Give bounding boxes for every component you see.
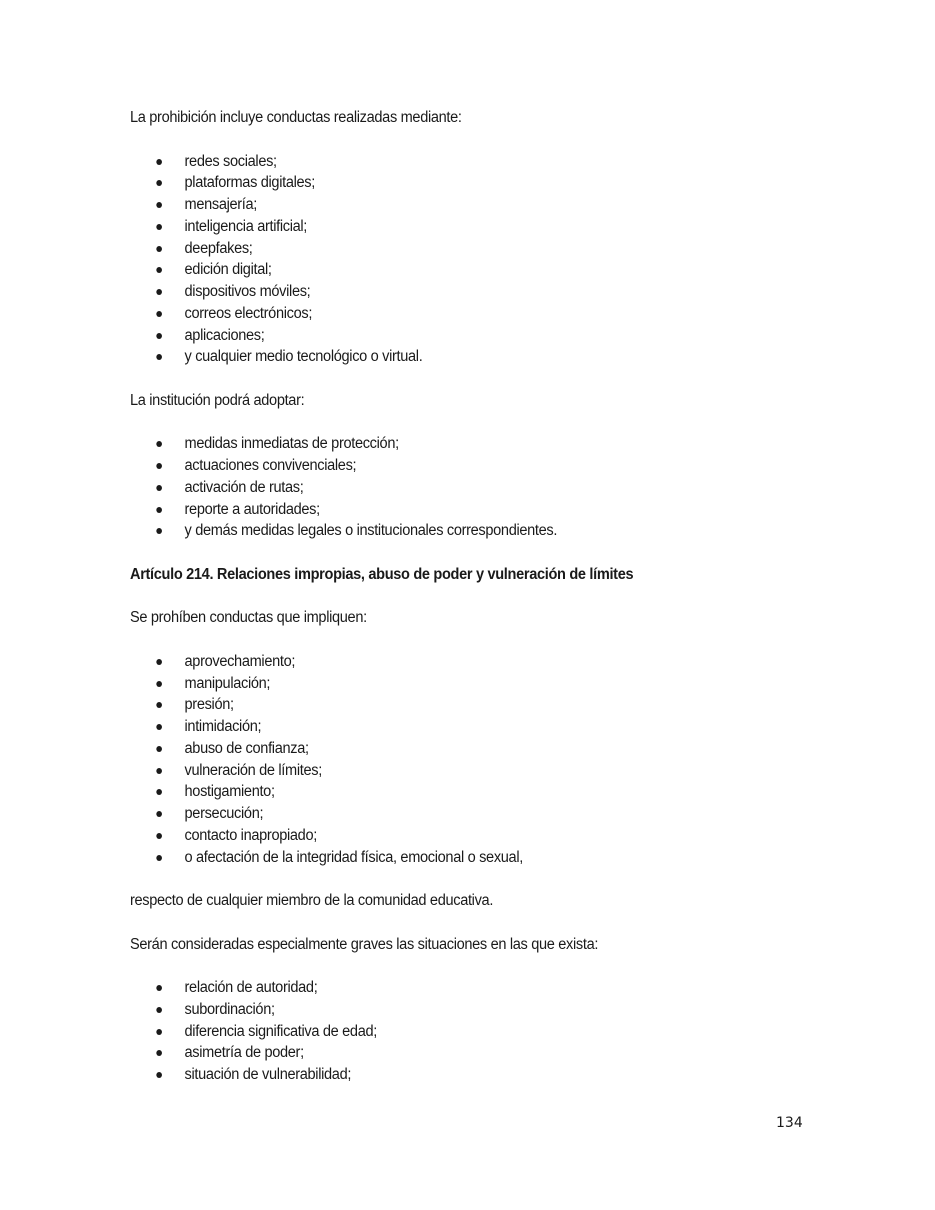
list-item-text: reporte a autoridades; — [184, 500, 320, 518]
list-item-text: activación de rutas; — [184, 478, 304, 496]
document-body — [130, 107, 769, 1108]
aggravating-paragraph: Serán consideradas especialmente graves las situaciones en las que exista: — [130, 935, 599, 953]
list-item — [130, 346, 769, 368]
list-item — [130, 238, 769, 260]
prohibited-conduct-paragraph: Se prohíben conductas que impliquen: — [130, 609, 367, 627]
list-item-text: contacto inapropiado; — [184, 826, 317, 844]
list-item — [130, 694, 769, 716]
list-item-text: diferencia significativa de edad; — [184, 1022, 377, 1040]
list-item-text: mensajería; — [184, 196, 258, 213]
bullet-icon — [156, 485, 162, 491]
bullet-icon — [156, 1072, 162, 1078]
list-item — [130, 455, 769, 477]
bullet-icon — [156, 833, 162, 839]
list-item — [130, 738, 769, 760]
list-item-text: vulneración de límites; — [184, 761, 322, 779]
list-item-text: correos electrónicos; — [184, 304, 313, 322]
list-item-text: y cualquier medio tecnológico o virtual. — [184, 348, 423, 366]
list-item-text: subordinación; — [184, 1000, 275, 1018]
list-item — [130, 499, 769, 521]
scope-paragraph: respecto de cualquier miembro de la comunidad educativa. — [130, 892, 494, 909]
bullet-icon — [156, 1050, 162, 1056]
bullet-icon — [156, 985, 162, 991]
intro-paragraph: La prohibición incluye conductas realizadas mediante: — [130, 109, 462, 126]
list-item — [130, 520, 769, 542]
bullet-icon — [156, 159, 162, 165]
list-item-text: intimidación; — [184, 718, 262, 735]
list-item-text: o afectación de la integridad física, emocional o sexual, — [184, 848, 523, 866]
bullet-icon — [156, 333, 162, 339]
bullet-icon — [156, 311, 162, 317]
list-item-text: relación de autoridad; — [184, 979, 318, 996]
bullet-icon — [156, 724, 162, 730]
bullet-icon — [156, 441, 162, 447]
list-item — [130, 651, 769, 673]
bullet-icon — [156, 180, 162, 186]
bullet-icon — [156, 246, 162, 252]
list-item — [130, 303, 769, 325]
list-item — [130, 1064, 769, 1086]
article-heading: Artículo 214. Relaciones impropias, abuso de poder y vulneración de límites — [130, 565, 634, 583]
list-item — [130, 760, 769, 782]
bullet-icon — [156, 811, 162, 817]
bullet-icon — [156, 267, 162, 273]
bullet-icon — [156, 855, 162, 861]
list-item — [130, 1021, 769, 1043]
bullet-icon — [156, 1007, 162, 1013]
list-item-text: plataformas digitales; — [184, 174, 315, 192]
list-item-text: situación de vulnerabilidad; — [184, 1066, 352, 1083]
list-item-text: aprovechamiento; — [184, 652, 296, 670]
list-item-text: medidas inmediatas de protección; — [184, 435, 399, 453]
institution-measures-list — [130, 433, 769, 542]
page-number: 134 — [776, 1115, 803, 1131]
bullet-icon — [156, 289, 162, 295]
list-item-text: manipulación; — [184, 674, 271, 692]
list-item-text: persecución; — [184, 805, 264, 822]
list-item — [130, 477, 769, 499]
list-item-text: y demás medidas legales o institucionales correspondientes. — [184, 522, 558, 540]
list-item-text: hostigamiento; — [184, 783, 275, 801]
bullet-icon — [156, 702, 162, 708]
list-item — [130, 803, 769, 825]
bullet-icon — [156, 789, 162, 795]
bullet-icon — [156, 746, 162, 752]
bullet-icon — [156, 768, 162, 774]
list-item-text: inteligencia artificial; — [184, 217, 308, 235]
list-item-text: asimetría de poder; — [184, 1044, 304, 1062]
list-item — [130, 999, 769, 1021]
list-item-text: edición digital; — [184, 261, 272, 279]
measures-paragraph: La institución podrá adoptar: — [130, 391, 305, 409]
list-item-text: abuso de confianza; — [184, 739, 309, 757]
list-item-text: presión; — [184, 696, 234, 714]
bullet-icon — [156, 354, 162, 360]
bullet-icon — [156, 528, 162, 534]
list-item — [130, 281, 769, 303]
list-item — [130, 825, 769, 847]
list-item-text: deepfakes; — [184, 239, 253, 257]
aggravating-situations-list — [130, 977, 769, 1086]
bullet-icon — [156, 681, 162, 687]
list-item — [130, 1042, 769, 1064]
bullet-icon — [156, 202, 162, 208]
prohibited-conduct-list — [130, 651, 769, 869]
list-item — [130, 216, 769, 238]
list-item — [130, 433, 769, 455]
list-item — [130, 151, 769, 173]
list-item-text: actuaciones convivenciales; — [184, 457, 357, 474]
list-item-text: redes sociales; — [184, 152, 277, 170]
list-item — [130, 172, 769, 194]
list-item-text: aplicaciones; — [184, 326, 265, 344]
bullet-icon — [156, 1029, 162, 1035]
list-item — [130, 781, 769, 803]
list-item — [130, 325, 769, 347]
bullet-icon — [156, 224, 162, 230]
bullet-icon — [156, 659, 162, 665]
list-item — [130, 977, 769, 999]
list-item — [130, 847, 769, 869]
list-item — [130, 194, 769, 216]
list-item-text: dispositivos móviles; — [184, 283, 311, 300]
technology-means-list — [130, 151, 769, 369]
list-item — [130, 673, 769, 695]
list-item — [130, 259, 769, 281]
bullet-icon — [156, 463, 162, 469]
bullet-icon — [156, 507, 162, 513]
list-item — [130, 716, 769, 738]
